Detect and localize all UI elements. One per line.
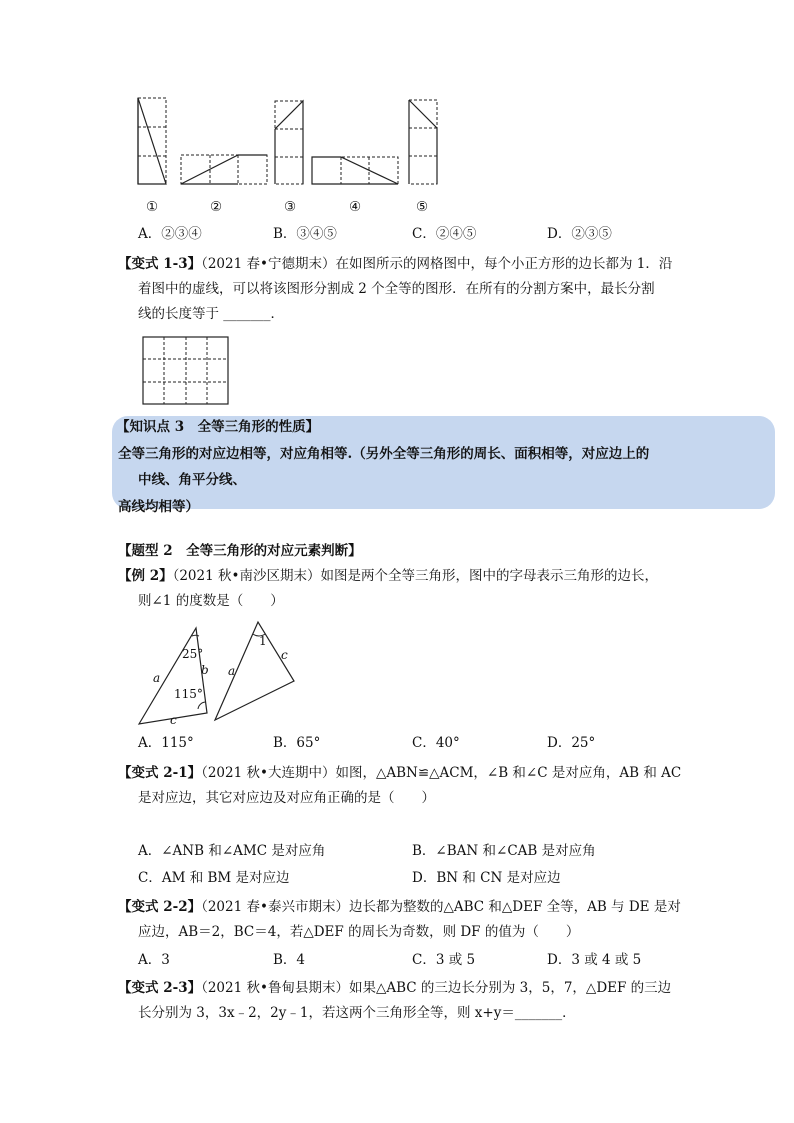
example2-line1: 【例 2】（2021 秋•南沙区期末）如图是两个全等三角形，图中的字母表示三角形的边长，: [118, 568, 658, 584]
side-c-1: c: [170, 713, 177, 727]
variant-1-3-line1: 【变式 1-3】（2021 春•宁德期末）在如图所示的网格图中，每个小正方形的边长都为 1．沿: [118, 256, 673, 272]
figure-5: [409, 100, 437, 184]
grid-figures: [0, 0, 794, 200]
triangles-figure: [0, 610, 794, 730]
kp3-title: 【知识点 3 全等三角形的性质】: [116, 419, 320, 435]
figure-label-5: ⑤: [416, 199, 429, 215]
v21-option-b[interactable]: B．∠BAN 和∠CAB 是对应角: [412, 843, 596, 859]
variant-2-3-line1: 【变式 2-3】（2021 秋•鲁甸县期末）如果△ABC 的三边长分别为 3，5，7，△DEF 的三边: [118, 980, 672, 996]
angle-1: 1: [259, 634, 267, 648]
angle-25: 25°: [182, 647, 204, 661]
side-a-1: a: [153, 671, 161, 685]
ex2-option-d[interactable]: D．25°: [547, 735, 596, 751]
figure-label-3: ③: [284, 199, 297, 215]
angle-115: 115°: [174, 687, 203, 701]
figure-label-1: ①: [146, 199, 159, 215]
kp3-line2: 中线、角平分线、: [138, 472, 246, 488]
ex2-option-b[interactable]: B．65°: [273, 735, 321, 751]
v21-option-a[interactable]: A．∠ANB 和∠AMC 是对应角: [138, 843, 326, 859]
figure-2: [181, 155, 267, 184]
variant-2-2-line2: 应边，AB＝2，BC＝4，若△DEF 的周长为奇数，则 DF 的值为（ ）: [138, 924, 580, 940]
variant-2-3-line2: 长分别为 3，3x﹣2，2y﹣1，若这两个三角形全等，则 x+y＝_______．: [138, 1005, 576, 1021]
side-c-2: c: [281, 648, 288, 662]
side-a-2: a: [228, 664, 236, 678]
variant-1-3-line3: 线的长度等于 _______．: [138, 306, 285, 322]
v22-option-d[interactable]: D．3 或 4 或 5: [547, 952, 642, 968]
option-a[interactable]: A．②③④: [138, 226, 202, 242]
variant-1-3-line2: 着图中的虚线，可以将该图形分割成 2 个全等的图形．在所有的分割方案中，最长分割: [138, 281, 655, 297]
figure-3: [275, 101, 303, 184]
figure-4: [312, 157, 398, 184]
v22-option-c[interactable]: C．3 或 5: [412, 952, 476, 968]
v22-option-b[interactable]: B．4: [273, 952, 306, 968]
variant-2-2-line1: 【变式 2-2】（2021 春•泰兴市期末）边长都为整数的△ABC 和△DEF 全等，AB 与 DE 是对: [118, 899, 681, 915]
option-c[interactable]: C．②④⑤: [412, 226, 477, 242]
type2-title: 【题型 2 全等三角形的对应元素判断】: [118, 543, 362, 559]
option-b[interactable]: B．③④⑤: [273, 226, 337, 242]
option-d[interactable]: D．②③⑤: [547, 226, 612, 242]
grid-3x4: [0, 330, 794, 430]
v21-option-d[interactable]: D．BN 和 CN 是对应边: [412, 870, 561, 886]
ex2-option-c[interactable]: C．40°: [412, 735, 460, 751]
v22-option-a[interactable]: A．3: [138, 952, 170, 968]
figure-1: [138, 98, 166, 184]
variant-2-1-line2: 是对应边，其它对应边及对应角正确的是（ ）: [138, 790, 435, 806]
variant-2-1-line1: 【变式 2-1】（2021 秋•大连期中）如图，△ABN≌△ACM，∠B 和∠C 是对应角，AB 和 AC: [118, 765, 682, 781]
figure-label-2: ②: [210, 199, 223, 215]
kp3-line1: 全等三角形的对应边相等，对应角相等.（另外全等三角形的周长、面积相等，对应边上的: [118, 446, 650, 462]
side-b: b: [201, 663, 209, 677]
v21-option-c[interactable]: C．AM 和 BM 是对应边: [138, 870, 290, 886]
figure-label-4: ④: [349, 199, 362, 215]
example2-line2: 则∠1 的度数是（ ）: [138, 593, 284, 609]
kp3-line3: 高线均相等）: [118, 499, 199, 515]
ex2-option-a[interactable]: A．115°: [138, 735, 194, 751]
